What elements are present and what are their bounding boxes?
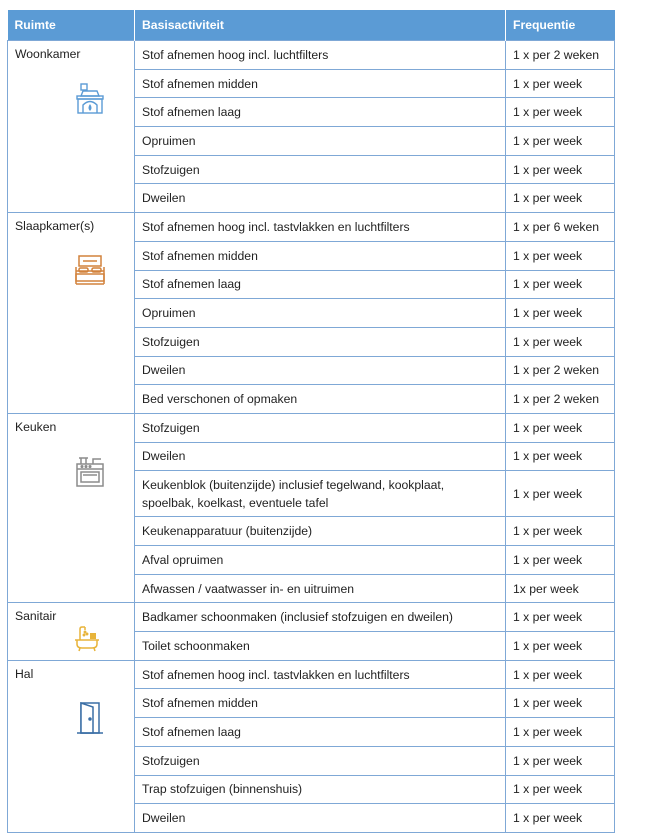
activity-cell: Stof afnemen hoog incl. tastvlakken en luchtfilters [135,213,506,242]
frequency-cell: 1 x per 6 weken [506,213,615,242]
activity-cell: Stof afnemen laag [135,270,506,299]
table-row [8,41,615,70]
activity-cell: Dweilen [135,184,506,213]
frequency-cell: 1 x per week [506,689,615,718]
room-cell [8,660,135,832]
activity-cell: Stof afnemen hoog incl. tastvlakken en luchtfilters [135,660,506,689]
activity-cell: Opruimen [135,299,506,328]
activity-cell: Stof afnemen hoog incl. luchtfilters [135,41,506,70]
frequency-cell: 1x per week [506,574,615,603]
frequency-cell: 1 x per week [506,546,615,575]
activity-cell: Toilet schoonmaken [135,632,506,661]
frequency-cell: 1 x per week [506,98,615,127]
activity-cell: Stofzuigen [135,413,506,442]
header-frequency: Frequentie [506,10,615,41]
room-name: Woonkamer [15,47,81,61]
frequency-cell: 1 x per week [506,660,615,689]
frequency-cell: 1 x per week [506,804,615,833]
frequency-cell: 1 x per week [506,517,615,546]
activity-cell: Stofzuigen [135,327,506,356]
bathtub-icon [73,625,101,653]
header-room: Ruimte [8,10,135,41]
room-cell [8,603,135,660]
room-name: Sanitair [15,609,57,624]
frequency-cell: 1 x per week [506,127,615,156]
frequency-cell: 1 x per week [506,603,615,632]
activity-cell: Keukenblok (buitenzijde) inclusief tegelwand, kookplaat, spoelbak, koelkast, eventuele tafel [135,471,506,517]
activity-cell: Dweilen [135,442,506,471]
stove-icon [73,454,107,488]
room-name: Slaapkamer(s) [15,219,95,234]
frequency-cell: 1 x per 2 weken [506,41,615,70]
activity-cell: Stof afnemen laag [135,98,506,127]
room-cell [8,41,135,213]
header-activity: Basisactiviteit [135,10,506,41]
bed-icon [73,253,107,287]
frequency-cell: 1 x per week [506,775,615,804]
fireplace-icon [73,81,107,115]
activity-cell: Badkamer schoonmaken (inclusief stofzuigen en dweilen) [135,603,506,632]
frequency-cell: 1 x per week [506,270,615,299]
room-name: Hal [15,666,34,681]
frequency-cell: 1 x per week [506,442,615,471]
frequency-cell: 1 x per week [506,718,615,747]
activity-cell: Stof afnemen midden [135,69,506,98]
door-icon [73,701,107,735]
frequency-cell: 1 x per week [506,69,615,98]
activity-cell: Dweilen [135,356,506,385]
header-row [8,10,615,41]
table-row [8,213,615,242]
activity-cell: Opruimen [135,127,506,156]
activity-cell: Stofzuigen [135,155,506,184]
activity-cell: Afwassen / vaatwasser in- en uitruimen [135,574,506,603]
frequency-cell: 1 x per week [506,155,615,184]
activity-cell: Stof afnemen midden [135,241,506,270]
activity-cell: Stof afnemen midden [135,689,506,718]
activity-cell: Bed verschonen of opmaken [135,385,506,414]
room-cell [8,413,135,602]
frequency-cell: 1 x per week [506,413,615,442]
frequency-cell: 1 x per week [506,471,615,517]
table-body [8,41,615,833]
activity-cell: Stofzuigen [135,746,506,775]
activity-cell: Afval opruimen [135,546,506,575]
table-row [8,660,615,689]
frequency-cell: 1 x per 2 weken [506,356,615,385]
frequency-cell: 1 x per week [506,241,615,270]
room-name: Keuken [15,419,57,434]
table-row [8,603,615,632]
frequency-cell: 1 x per week [506,632,615,661]
frequency-cell: 1 x per week [506,184,615,213]
frequency-cell: 1 x per week [506,746,615,775]
cleaning-schedule-table [7,10,615,833]
activity-cell: Trap stofzuigen (binnenshuis) [135,775,506,804]
room-cell [8,213,135,414]
table-row [8,413,615,442]
frequency-cell: 1 x per week [506,327,615,356]
activity-cell: Keukenapparatuur (buitenzijde) [135,517,506,546]
frequency-cell: 1 x per 2 weken [506,385,615,414]
activity-cell: Dweilen [135,804,506,833]
frequency-cell: 1 x per week [506,299,615,328]
activity-cell: Stof afnemen laag [135,718,506,747]
